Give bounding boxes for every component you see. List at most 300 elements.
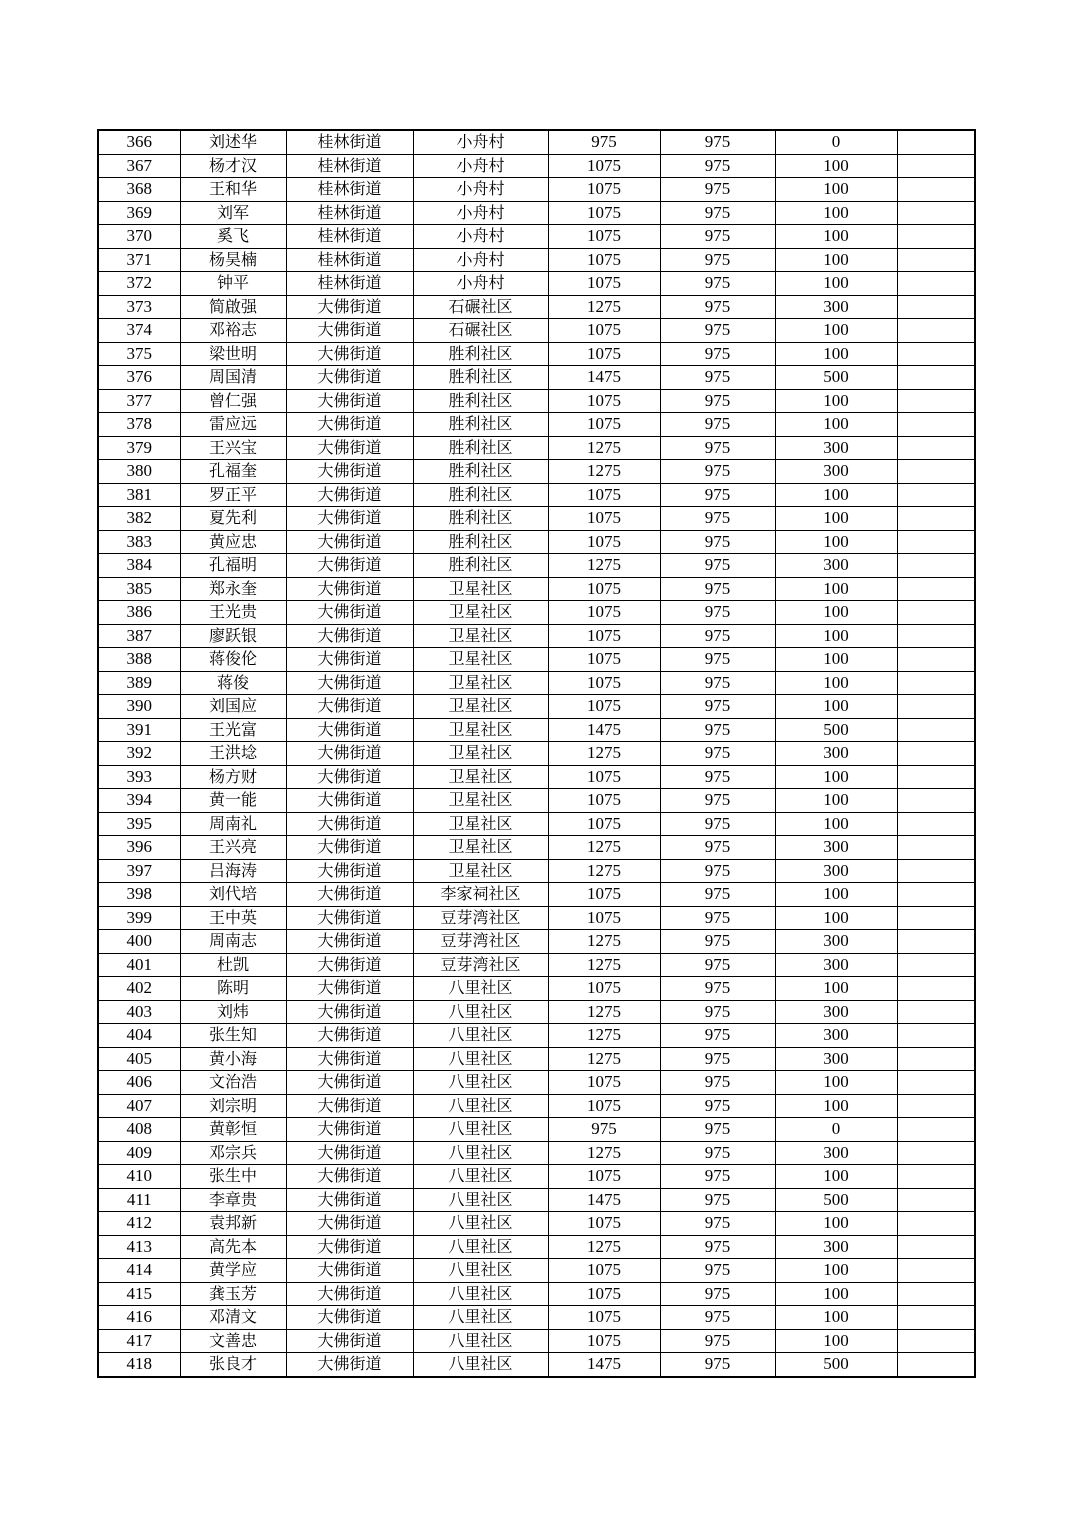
data-table [97, 129, 976, 1378]
base-cell: 975 [660, 554, 775, 578]
row-number-cell: 418 [98, 1353, 180, 1377]
row-number-cell: 411 [98, 1188, 180, 1212]
table-row [98, 1118, 975, 1142]
table-row [98, 319, 975, 343]
street-cell: 大佛街道 [286, 577, 413, 601]
table-body [98, 130, 975, 1377]
remark-cell [897, 671, 975, 695]
row-number-cell: 404 [98, 1024, 180, 1048]
amount-cell: 1275 [548, 554, 660, 578]
difference-cell: 100 [775, 671, 897, 695]
table-row [98, 413, 975, 437]
name-cell: 王兴宝 [180, 436, 286, 460]
remark-cell [897, 695, 975, 719]
name-cell: 文治浩 [180, 1071, 286, 1095]
remark-cell [897, 883, 975, 907]
row-number-cell: 367 [98, 154, 180, 178]
street-cell: 大佛街道 [286, 930, 413, 954]
amount-cell: 1075 [548, 201, 660, 225]
remark-cell [897, 718, 975, 742]
street-cell: 大佛街道 [286, 366, 413, 390]
difference-cell: 300 [775, 1047, 897, 1071]
base-cell: 975 [660, 718, 775, 742]
amount-cell: 1075 [548, 624, 660, 648]
difference-cell: 100 [775, 789, 897, 813]
table-row [98, 178, 975, 202]
row-number-cell: 386 [98, 601, 180, 625]
street-cell: 大佛街道 [286, 483, 413, 507]
row-number-cell: 376 [98, 366, 180, 390]
base-cell: 975 [660, 765, 775, 789]
community-cell: 八里社区 [413, 1165, 548, 1189]
amount-cell: 1075 [548, 225, 660, 249]
community-cell: 八里社区 [413, 1071, 548, 1095]
name-cell: 文善忠 [180, 1329, 286, 1353]
difference-cell: 100 [775, 601, 897, 625]
name-cell: 张生知 [180, 1024, 286, 1048]
community-cell: 豆芽湾社区 [413, 906, 548, 930]
difference-cell: 0 [775, 1118, 897, 1142]
street-cell: 大佛街道 [286, 1282, 413, 1306]
street-cell: 大佛街道 [286, 671, 413, 695]
base-cell: 975 [660, 577, 775, 601]
name-cell: 袁邦新 [180, 1212, 286, 1236]
amount-cell: 1075 [548, 648, 660, 672]
name-cell: 罗正平 [180, 483, 286, 507]
row-number-cell: 380 [98, 460, 180, 484]
row-number-cell: 399 [98, 906, 180, 930]
row-number-cell: 403 [98, 1000, 180, 1024]
name-cell: 曾仁强 [180, 389, 286, 413]
difference-cell: 100 [775, 225, 897, 249]
table-row [98, 1188, 975, 1212]
row-number-cell: 377 [98, 389, 180, 413]
street-cell: 桂林街道 [286, 154, 413, 178]
name-cell: 高先本 [180, 1235, 286, 1259]
difference-cell: 300 [775, 1141, 897, 1165]
row-number-cell: 412 [98, 1212, 180, 1236]
name-cell: 王和华 [180, 178, 286, 202]
street-cell: 大佛街道 [286, 601, 413, 625]
table-row [98, 953, 975, 977]
table-row [98, 1212, 975, 1236]
remark-cell [897, 507, 975, 531]
table-row [98, 718, 975, 742]
amount-cell: 1075 [548, 1071, 660, 1095]
street-cell: 大佛街道 [286, 295, 413, 319]
amount-cell: 1075 [548, 1282, 660, 1306]
row-number-cell: 368 [98, 178, 180, 202]
row-number-cell: 366 [98, 130, 180, 154]
remark-cell [897, 130, 975, 154]
remark-cell [897, 1000, 975, 1024]
community-cell: 李家祠社区 [413, 883, 548, 907]
name-cell: 刘宗明 [180, 1094, 286, 1118]
street-cell: 大佛街道 [286, 648, 413, 672]
community-cell: 八里社区 [413, 1306, 548, 1330]
community-cell: 八里社区 [413, 1118, 548, 1142]
remark-cell [897, 413, 975, 437]
base-cell: 975 [660, 1047, 775, 1071]
name-cell: 廖跃银 [180, 624, 286, 648]
base-cell: 975 [660, 836, 775, 860]
base-cell: 975 [660, 483, 775, 507]
amount-cell: 1075 [548, 272, 660, 296]
street-cell: 大佛街道 [286, 530, 413, 554]
community-cell: 八里社区 [413, 1282, 548, 1306]
difference-cell: 100 [775, 1282, 897, 1306]
amount-cell: 1475 [548, 366, 660, 390]
table-row [98, 977, 975, 1001]
amount-cell: 1075 [548, 1212, 660, 1236]
base-cell: 975 [660, 272, 775, 296]
community-cell: 八里社区 [413, 1047, 548, 1071]
community-cell: 胜利社区 [413, 436, 548, 460]
base-cell: 975 [660, 906, 775, 930]
table-row [98, 883, 975, 907]
street-cell: 桂林街道 [286, 248, 413, 272]
remark-cell [897, 1188, 975, 1212]
table-row [98, 1047, 975, 1071]
community-cell: 胜利社区 [413, 366, 548, 390]
remark-cell [897, 1024, 975, 1048]
remark-cell [897, 906, 975, 930]
base-cell: 975 [660, 1188, 775, 1212]
difference-cell: 100 [775, 1212, 897, 1236]
table-row [98, 507, 975, 531]
name-cell: 周南志 [180, 930, 286, 954]
name-cell: 王中英 [180, 906, 286, 930]
remark-cell [897, 319, 975, 343]
base-cell: 975 [660, 1353, 775, 1377]
community-cell: 卫星社区 [413, 836, 548, 860]
difference-cell: 300 [775, 436, 897, 460]
difference-cell: 500 [775, 1353, 897, 1377]
row-number-cell: 373 [98, 295, 180, 319]
remark-cell [897, 601, 975, 625]
difference-cell: 100 [775, 1071, 897, 1095]
remark-cell [897, 1282, 975, 1306]
name-cell: 黄学应 [180, 1259, 286, 1283]
name-cell: 杨才汉 [180, 154, 286, 178]
community-cell: 小舟村 [413, 178, 548, 202]
remark-cell [897, 648, 975, 672]
row-number-cell: 410 [98, 1165, 180, 1189]
amount-cell: 975 [548, 1118, 660, 1142]
table-row [98, 225, 975, 249]
amount-cell: 1075 [548, 671, 660, 695]
table-row [98, 366, 975, 390]
community-cell: 卫星社区 [413, 789, 548, 813]
row-number-cell: 370 [98, 225, 180, 249]
difference-cell: 100 [775, 530, 897, 554]
name-cell: 邓清文 [180, 1306, 286, 1330]
community-cell: 石碾社区 [413, 319, 548, 343]
street-cell: 大佛街道 [286, 718, 413, 742]
street-cell: 大佛街道 [286, 1259, 413, 1283]
community-cell: 豆芽湾社区 [413, 953, 548, 977]
table-row [98, 601, 975, 625]
name-cell: 钟平 [180, 272, 286, 296]
difference-cell: 100 [775, 413, 897, 437]
remark-cell [897, 953, 975, 977]
remark-cell [897, 530, 975, 554]
row-number-cell: 414 [98, 1259, 180, 1283]
remark-cell [897, 248, 975, 272]
name-cell: 张良才 [180, 1353, 286, 1377]
row-number-cell: 415 [98, 1282, 180, 1306]
name-cell: 杜凯 [180, 953, 286, 977]
base-cell: 975 [660, 859, 775, 883]
base-cell: 975 [660, 389, 775, 413]
street-cell: 大佛街道 [286, 1353, 413, 1377]
street-cell: 大佛街道 [286, 1329, 413, 1353]
row-number-cell: 378 [98, 413, 180, 437]
row-number-cell: 390 [98, 695, 180, 719]
difference-cell: 300 [775, 1024, 897, 1048]
amount-cell: 975 [548, 130, 660, 154]
difference-cell: 100 [775, 577, 897, 601]
row-number-cell: 397 [98, 859, 180, 883]
table-row [98, 130, 975, 154]
name-cell: 黄小海 [180, 1047, 286, 1071]
base-cell: 975 [660, 507, 775, 531]
table-row [98, 295, 975, 319]
street-cell: 大佛街道 [286, 695, 413, 719]
remark-cell [897, 1047, 975, 1071]
difference-cell: 100 [775, 342, 897, 366]
name-cell: 王光富 [180, 718, 286, 742]
name-cell: 简啟强 [180, 295, 286, 319]
street-cell: 大佛街道 [286, 460, 413, 484]
table-row [98, 1141, 975, 1165]
difference-cell: 100 [775, 1165, 897, 1189]
street-cell: 大佛街道 [286, 1212, 413, 1236]
name-cell: 奚飞 [180, 225, 286, 249]
street-cell: 大佛街道 [286, 859, 413, 883]
difference-cell: 100 [775, 248, 897, 272]
amount-cell: 1075 [548, 178, 660, 202]
difference-cell: 100 [775, 507, 897, 531]
remark-cell [897, 366, 975, 390]
remark-cell [897, 225, 975, 249]
street-cell: 大佛街道 [286, 1165, 413, 1189]
base-cell: 975 [660, 1329, 775, 1353]
amount-cell: 1275 [548, 1000, 660, 1024]
name-cell: 刘代培 [180, 883, 286, 907]
row-number-cell: 392 [98, 742, 180, 766]
community-cell: 豆芽湾社区 [413, 930, 548, 954]
community-cell: 胜利社区 [413, 554, 548, 578]
base-cell: 975 [660, 1235, 775, 1259]
difference-cell: 500 [775, 718, 897, 742]
table-row [98, 460, 975, 484]
amount-cell: 1275 [548, 436, 660, 460]
name-cell: 刘军 [180, 201, 286, 225]
community-cell: 胜利社区 [413, 389, 548, 413]
community-cell: 八里社区 [413, 1000, 548, 1024]
community-cell: 小舟村 [413, 272, 548, 296]
row-number-cell: 396 [98, 836, 180, 860]
amount-cell: 1275 [548, 295, 660, 319]
base-cell: 975 [660, 295, 775, 319]
base-cell: 975 [660, 1141, 775, 1165]
remark-cell [897, 272, 975, 296]
name-cell: 李章贵 [180, 1188, 286, 1212]
table-row [98, 1165, 975, 1189]
remark-cell [897, 1235, 975, 1259]
amount-cell: 1275 [548, 1047, 660, 1071]
community-cell: 胜利社区 [413, 413, 548, 437]
street-cell: 桂林街道 [286, 130, 413, 154]
difference-cell: 100 [775, 178, 897, 202]
name-cell: 黄应忠 [180, 530, 286, 554]
street-cell: 大佛街道 [286, 1118, 413, 1142]
community-cell: 胜利社区 [413, 507, 548, 531]
row-number-cell: 391 [98, 718, 180, 742]
base-cell: 975 [660, 742, 775, 766]
street-cell: 大佛街道 [286, 319, 413, 343]
table-row [98, 389, 975, 413]
base-cell: 975 [660, 1282, 775, 1306]
difference-cell: 500 [775, 1188, 897, 1212]
difference-cell: 100 [775, 624, 897, 648]
community-cell: 卫星社区 [413, 859, 548, 883]
difference-cell: 100 [775, 1259, 897, 1283]
street-cell: 大佛街道 [286, 836, 413, 860]
base-cell: 975 [660, 671, 775, 695]
remark-cell [897, 624, 975, 648]
difference-cell: 100 [775, 201, 897, 225]
remark-cell [897, 1141, 975, 1165]
community-cell: 胜利社区 [413, 483, 548, 507]
amount-cell: 1075 [548, 1329, 660, 1353]
name-cell: 刘国应 [180, 695, 286, 719]
name-cell: 吕海涛 [180, 859, 286, 883]
street-cell: 大佛街道 [286, 1141, 413, 1165]
row-number-cell: 405 [98, 1047, 180, 1071]
row-number-cell: 387 [98, 624, 180, 648]
amount-cell: 1275 [548, 1235, 660, 1259]
base-cell: 975 [660, 1259, 775, 1283]
row-number-cell: 394 [98, 789, 180, 813]
amount-cell: 1075 [548, 319, 660, 343]
difference-cell: 300 [775, 953, 897, 977]
community-cell: 八里社区 [413, 1188, 548, 1212]
difference-cell: 100 [775, 319, 897, 343]
name-cell: 雷应远 [180, 413, 286, 437]
community-cell: 卫星社区 [413, 812, 548, 836]
street-cell: 大佛街道 [286, 1071, 413, 1095]
base-cell: 975 [660, 1306, 775, 1330]
row-number-cell: 401 [98, 953, 180, 977]
name-cell: 刘炜 [180, 1000, 286, 1024]
base-cell: 975 [660, 342, 775, 366]
street-cell: 桂林街道 [286, 178, 413, 202]
table-row [98, 436, 975, 460]
difference-cell: 300 [775, 554, 897, 578]
amount-cell: 1075 [548, 883, 660, 907]
difference-cell: 500 [775, 366, 897, 390]
row-number-cell: 393 [98, 765, 180, 789]
difference-cell: 300 [775, 295, 897, 319]
table-row [98, 483, 975, 507]
row-number-cell: 374 [98, 319, 180, 343]
amount-cell: 1275 [548, 742, 660, 766]
base-cell: 975 [660, 1212, 775, 1236]
base-cell: 975 [660, 178, 775, 202]
base-cell: 975 [660, 154, 775, 178]
table-row [98, 648, 975, 672]
street-cell: 大佛街道 [286, 812, 413, 836]
community-cell: 小舟村 [413, 201, 548, 225]
street-cell: 大佛街道 [286, 507, 413, 531]
amount-cell: 1075 [548, 483, 660, 507]
amount-cell: 1075 [548, 695, 660, 719]
amount-cell: 1475 [548, 1188, 660, 1212]
table-row [98, 554, 975, 578]
remark-cell [897, 1212, 975, 1236]
community-cell: 小舟村 [413, 154, 548, 178]
table-row [98, 742, 975, 766]
table-row [98, 624, 975, 648]
remark-cell [897, 1329, 975, 1353]
difference-cell: 100 [775, 1329, 897, 1353]
table-row [98, 671, 975, 695]
name-cell: 王洪埝 [180, 742, 286, 766]
community-cell: 八里社区 [413, 1212, 548, 1236]
amount-cell: 1075 [548, 342, 660, 366]
community-cell: 八里社区 [413, 1329, 548, 1353]
community-cell: 八里社区 [413, 1353, 548, 1377]
base-cell: 975 [660, 883, 775, 907]
row-number-cell: 382 [98, 507, 180, 531]
street-cell: 大佛街道 [286, 977, 413, 1001]
row-number-cell: 416 [98, 1306, 180, 1330]
row-number-cell: 409 [98, 1141, 180, 1165]
remark-cell [897, 1306, 975, 1330]
remark-cell [897, 178, 975, 202]
difference-cell: 300 [775, 1235, 897, 1259]
remark-cell [897, 1353, 975, 1377]
table-row [98, 1024, 975, 1048]
difference-cell: 100 [775, 1306, 897, 1330]
row-number-cell: 395 [98, 812, 180, 836]
amount-cell: 1275 [548, 859, 660, 883]
row-number-cell: 383 [98, 530, 180, 554]
base-cell: 975 [660, 530, 775, 554]
street-cell: 桂林街道 [286, 272, 413, 296]
community-cell: 八里社区 [413, 977, 548, 1001]
name-cell: 杨方财 [180, 765, 286, 789]
row-number-cell: 417 [98, 1329, 180, 1353]
remark-cell [897, 859, 975, 883]
base-cell: 975 [660, 201, 775, 225]
street-cell: 大佛街道 [286, 1306, 413, 1330]
amount-cell: 1075 [548, 248, 660, 272]
name-cell: 王光贵 [180, 601, 286, 625]
amount-cell: 1075 [548, 1306, 660, 1330]
amount-cell: 1075 [548, 1165, 660, 1189]
remark-cell [897, 1165, 975, 1189]
difference-cell: 100 [775, 765, 897, 789]
difference-cell: 300 [775, 859, 897, 883]
difference-cell: 300 [775, 930, 897, 954]
community-cell: 卫星社区 [413, 695, 548, 719]
remark-cell [897, 342, 975, 366]
amount-cell: 1275 [548, 1141, 660, 1165]
base-cell: 975 [660, 953, 775, 977]
